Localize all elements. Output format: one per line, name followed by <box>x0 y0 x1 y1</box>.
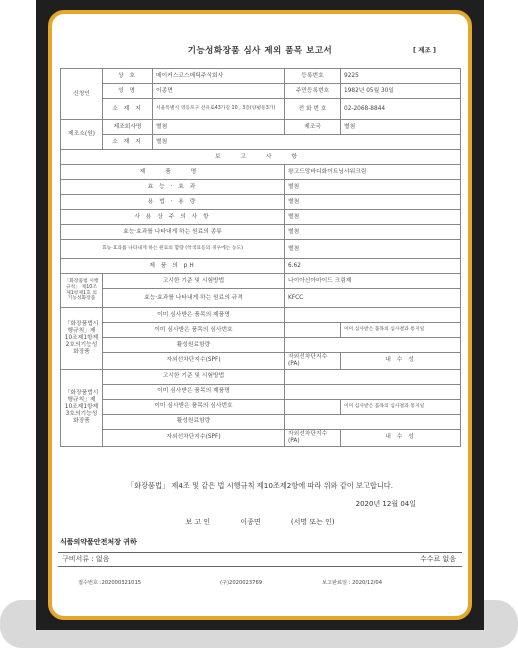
report-section-header: 보 고 사 항 <box>61 150 461 165</box>
applicant-address-label: 소 재 지 <box>103 99 153 120</box>
attachments-text: 구비서류 : 없음 <box>62 555 110 563</box>
report-row-label: 용 법 · 용 량 <box>61 195 285 210</box>
dob-value: 1982년 05월 30일 <box>341 84 461 99</box>
title-row <box>58 46 462 58</box>
item2-row-value <box>285 338 461 353</box>
manufacturer-address-value: 별첨 <box>153 135 461 150</box>
manufacturer-section-label: 제조소(원) <box>61 120 103 150</box>
item3-row-label: 이미 심사받은 품목의 심사번호 <box>103 399 285 414</box>
item2-row-label: 이미 심사받은 품목의 심사번호 <box>103 323 285 338</box>
item1-row-value: 나이아신아마이드 크림제 <box>285 274 461 289</box>
report-row-value: 왕고드앙바디화이트닝샤워크림 <box>285 165 461 180</box>
item1-row-label: 효능·효과를 나타내게 하는 원료의 규격 <box>103 289 285 308</box>
item3-row-label2: 이미 심사받은 품목의 심사결과 통지일 <box>341 399 461 414</box>
report-row-value: 6.62 <box>285 259 461 274</box>
reg-no-label: 등록번호 <box>285 69 341 84</box>
trade-name-value: 메이커스코스메틱주식회사 <box>153 69 285 84</box>
item2-row-value <box>285 308 461 323</box>
reporter-line <box>58 518 462 526</box>
completion-date: 보고완료일 : 2020/12/04 <box>322 580 383 586</box>
phone-value: 02-2068-8844 <box>341 99 461 120</box>
applicant-name-label: 성 명 <box>103 84 153 99</box>
report-row-label: 제 품 명 <box>61 165 285 180</box>
report-row-label: 제 품 의 pH <box>61 259 285 274</box>
item3-water-resistance: 내 수 성 <box>341 429 461 446</box>
item3-pa-label: 자외선차단지수(PA) <box>285 429 341 446</box>
item3-row-label: 이미 심사받은 품목의 제품명 <box>103 384 285 399</box>
report-row-value: 별첨 <box>285 240 461 259</box>
item3-row-value <box>285 384 461 399</box>
fee-row <box>58 552 462 567</box>
item2-pa-label: 자외선차단지수(PA) <box>285 353 341 370</box>
addressee: 식품의약품안전처장 귀하 <box>60 538 137 546</box>
item2-row-label: 이미 심사받은 품목의 제품명 <box>103 308 285 323</box>
report-row-label: 효능·효과를 나타내게 하는 원료의 함량 (착색료등의 경우에는 농도) <box>61 240 285 259</box>
manufacturer-country-value: 별첨 <box>341 120 461 135</box>
report-row-label: 사 용 상 주 의 사 항 <box>61 210 285 225</box>
item1-row-value: KFCC <box>285 289 461 308</box>
item3-row-label: 활성원료함량 <box>103 414 285 429</box>
fee-text: 수수료 없음 <box>419 555 456 563</box>
item1-row-label: 고시한 기준 및 시험방법 <box>103 274 285 289</box>
item2-row-label2: 이미 심사받은 품목의 심사결과 통지일 <box>341 323 461 338</box>
item2-row-value <box>285 323 341 338</box>
report-row-value: 별첨 <box>285 180 461 195</box>
applicant-address-value: 서울특별시 영등포구 선유로43가길 10 , 3층(양평동3가) <box>153 99 285 120</box>
report-date: 2020년 12월 04일 <box>355 500 416 508</box>
report-row-value: 별첨 <box>285 210 461 225</box>
reporter-label: 보 고 인 <box>185 518 211 526</box>
item2-spf-label: 자외선차단지수(SPF) <box>103 353 285 370</box>
phone-label: 전 화 번 호 <box>285 99 341 120</box>
reporter-sign: (서명 또는 인) <box>290 518 335 526</box>
item2-category-label: 「화장품법시행규칙」제10조제1항제2호의기능성화장품 <box>61 308 103 370</box>
report-row-label: 효 능 · 효 과 <box>61 180 285 195</box>
manufacturer-country-label: 제조국 <box>285 120 341 135</box>
dob-label: 주민등록번호 <box>285 84 341 99</box>
manufacturer-company-label: 제조회사명 <box>103 120 153 135</box>
declaration-text: 「화장품법」 제4조 및 같은 법 시행규칙 제10조제2항에 따라 위와 같이 보고합니다. <box>126 481 394 490</box>
manufacturer-address-label: 소 재 지 <box>103 135 153 150</box>
item3-row-value <box>285 414 461 429</box>
item3-row-label: 고시한 기준 및 시험방법 <box>103 369 285 384</box>
item3-category-label: 「화장품법시행규칙」제10조제1항제3호의기능성화장품 <box>61 369 103 446</box>
report-row-label: 효능·효과를 나타내게 하는 원료의 종류 <box>61 225 285 240</box>
receipt-number: 접수번호 :202000321015 <box>78 580 142 586</box>
report-row-value: 별첨 <box>285 195 461 210</box>
document-title: 기능성화장품 심사 제외 품목 보고서 <box>187 46 333 56</box>
item2-row-label: 활성원료함량 <box>103 338 285 353</box>
reg-no-value: 9225 <box>341 69 461 84</box>
item2-water-resistance: 내 수 성 <box>341 353 461 370</box>
applicant-section-label: 신청인 <box>61 69 103 120</box>
item1-category-label: 「화장품법 시행규칙」 제10조제1항제1호 의 기능성화장품 <box>61 274 103 308</box>
item3-row-value <box>285 369 461 384</box>
manufacturer-company-value: 별첨 <box>153 120 285 135</box>
report-form-table <box>60 68 461 447</box>
report-row-value: 별첨 <box>285 225 461 240</box>
item3-row-value <box>285 399 341 414</box>
document-code: (구)2020023769 <box>220 580 263 586</box>
document-type-tag: [ 제조 ] <box>412 46 436 54</box>
item3-spf-label: 자외선차단지수(SPF) <box>103 429 285 446</box>
reporter-name: 이종면 <box>240 518 261 526</box>
certificate-document <box>58 20 462 608</box>
trade-name-label: 상 호 <box>103 69 153 84</box>
applicant-name-value: 이종면 <box>153 84 285 99</box>
